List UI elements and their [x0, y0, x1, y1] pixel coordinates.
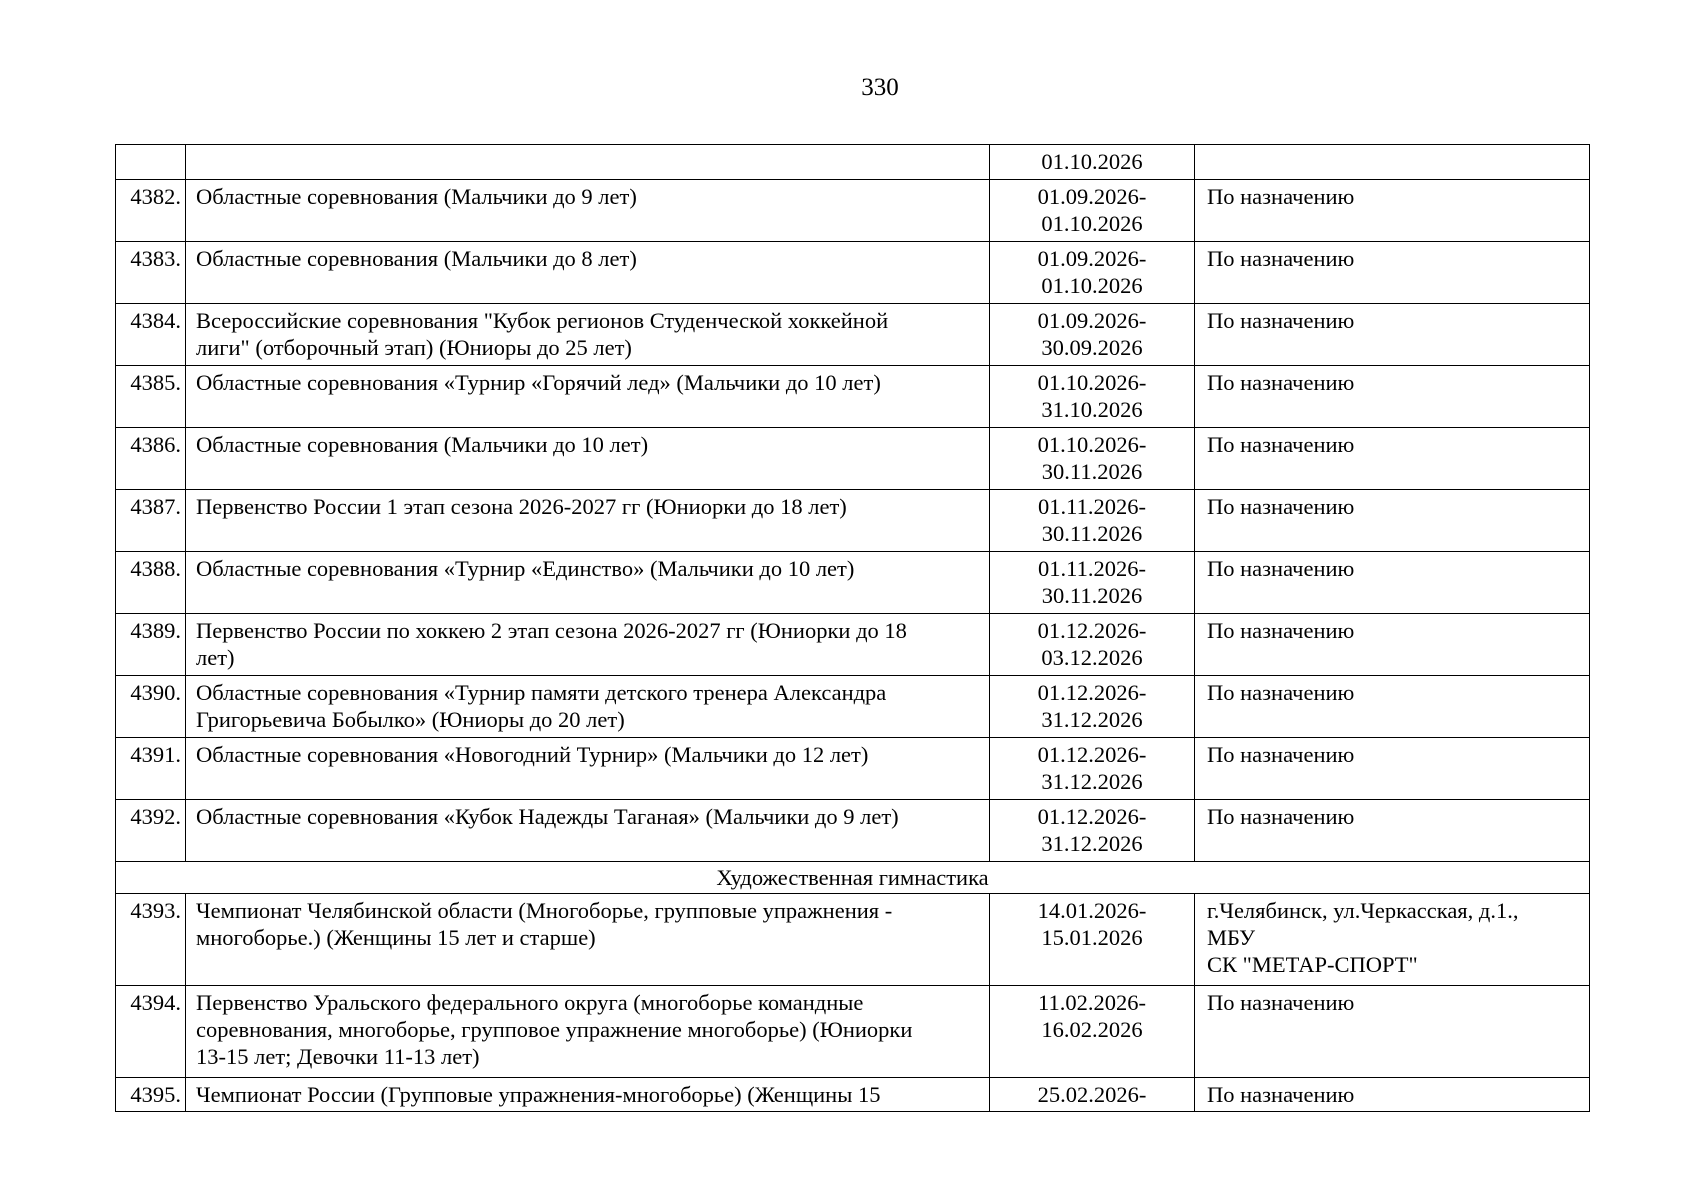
date-start: 01.12.2026- [1037, 618, 1147, 643]
date-end: 31.10.2026 [1041, 397, 1143, 422]
row-number: 4392. [116, 800, 186, 862]
date-end: 31.12.2026 [1041, 707, 1143, 732]
table-row [116, 304, 1590, 366]
date-end: 30.11.2026 [1041, 459, 1143, 484]
date-start: 14.01.2026- [1037, 898, 1147, 923]
table-row [116, 614, 1590, 676]
event-place-line: МБУ [1207, 925, 1256, 950]
event-name [186, 614, 990, 676]
event-place: По назначению [1195, 428, 1590, 490]
event-name-line: Первенство России по хоккею 2 этап сезона 2026-2027 гг (Юниорки до 18 [196, 618, 907, 643]
event-name [186, 894, 990, 986]
event-place: По назначению [1195, 676, 1590, 738]
date-cell [990, 242, 1195, 304]
event-place: По назначению [1195, 242, 1590, 304]
date-end: 16.02.2026 [1041, 1017, 1143, 1042]
date-cell [990, 366, 1195, 428]
row-number: 4391. [116, 738, 186, 800]
event-name: Областные соревнования «Новогодний Турнир» (Мальчики до 12 лет) [186, 738, 990, 800]
date-end: 01.10.2026 [1041, 273, 1143, 298]
date-start: 01.10.2026- [1037, 370, 1147, 395]
table-row [116, 242, 1590, 304]
row-number: 4385. [116, 366, 186, 428]
date-cell [990, 145, 1195, 180]
event-name-line: Чемпионат Челябинской области (Многоборье, групповые упражнения - [196, 898, 893, 923]
event-place: По назначению [1195, 986, 1590, 1078]
event-name: Областные соревнования «Турнир «Горячий лед» (Мальчики до 10 лет) [186, 366, 990, 428]
event-place [1195, 894, 1590, 986]
event-place: По назначению [1195, 800, 1590, 862]
table-row [116, 800, 1590, 862]
section-header-row [116, 862, 1590, 894]
date-start: 01.12.2026- [1037, 742, 1147, 767]
row-number: 4384. [116, 304, 186, 366]
date-start: 01.09.2026- [1037, 308, 1147, 333]
table-row [116, 366, 1590, 428]
date-end: 31.12.2026 [1041, 769, 1143, 794]
date-end: 30.11.2026 [1041, 583, 1143, 608]
date-cell [990, 180, 1195, 242]
table-row [116, 490, 1590, 552]
table-row [116, 180, 1590, 242]
date-end: 03.12.2026 [1041, 645, 1143, 670]
date-cell [990, 800, 1195, 862]
date-cell [990, 894, 1195, 986]
event-place: По назначению [1195, 180, 1590, 242]
event-place: По назначению [1195, 1078, 1590, 1112]
date-end: 30.09.2026 [1041, 335, 1143, 360]
section-title: Художественная гимнастика [116, 862, 1590, 894]
event-place-line: СК "МЕТАР-СПОРТ" [1207, 952, 1418, 977]
event-place-line: г.Челябинск, ул.Черкасская, д.1., [1207, 898, 1519, 923]
event-name: Областные соревнования (Мальчики до 8 лет) [186, 242, 990, 304]
event-name-line: соревнования, многоборье, групповое упражнение многоборье) (Юниорки [196, 1017, 913, 1042]
event-place: По назначению [1195, 552, 1590, 614]
date-start: 01.09.2026- [1037, 184, 1147, 209]
date-start: 01.11.2026- [1038, 556, 1146, 581]
date-cell [990, 1078, 1195, 1112]
row-number: 4389. [116, 614, 186, 676]
date-cell [990, 986, 1195, 1078]
event-name-line: лет) [196, 645, 235, 670]
row-number: 4382. [116, 180, 186, 242]
date-cell [990, 552, 1195, 614]
date-cell [990, 738, 1195, 800]
event-place: По назначению [1195, 614, 1590, 676]
table-row [116, 676, 1590, 738]
event-name-line: Первенство Уральского федерального округа (многоборье командные [196, 990, 864, 1015]
table-row [116, 428, 1590, 490]
event-name-cell [186, 145, 990, 180]
table-row [116, 986, 1590, 1078]
event-place: По назначению [1195, 304, 1590, 366]
event-name: Чемпионат России (Групповые упражнения-многоборье) (Женщины 15 [186, 1078, 990, 1112]
table-row [116, 738, 1590, 800]
event-name: Областные соревнования (Мальчики до 10 лет) [186, 428, 990, 490]
page-number: 330 [861, 74, 899, 101]
row-number: 4394. [116, 986, 186, 1078]
date-cell [990, 304, 1195, 366]
date-end: 30.11.2026 [1041, 521, 1143, 546]
date-end: 01.10.2026 [1041, 211, 1143, 236]
row-number: 4383. [116, 242, 186, 304]
row-number: 4390. [116, 676, 186, 738]
event-name: Первенство России 1 этап сезона 2026-2027 гг (Юниорки до 18 лет) [186, 490, 990, 552]
event-name-line: Областные соревнования «Турнир памяти детского тренера Александра [196, 680, 887, 705]
event-name-line: Григорьевича Бобылко» (Юниоры до 20 лет) [196, 707, 625, 732]
event-name [186, 986, 990, 1078]
events-table [115, 144, 1590, 1112]
event-name [186, 304, 990, 366]
date-cell [990, 614, 1195, 676]
row-number: 4387. [116, 490, 186, 552]
date-cell [990, 490, 1195, 552]
row-number: 4388. [116, 552, 186, 614]
date-cell [990, 428, 1195, 490]
table-row [116, 552, 1590, 614]
event-name: Областные соревнования «Турнир «Единство» (Мальчики до 10 лет) [186, 552, 990, 614]
date-start: 01.11.2026- [1038, 494, 1146, 519]
row-number: 4395. [116, 1078, 186, 1112]
place-cell [1195, 145, 1590, 180]
event-place: По назначению [1195, 366, 1590, 428]
date-cell [990, 676, 1195, 738]
event-name-line: Всероссийские соревнования "Кубок регионов Студенческой хоккейной [196, 308, 889, 333]
date-end: 01.10.2026 [1041, 149, 1143, 174]
event-name: Областные соревнования (Мальчики до 9 лет) [186, 180, 990, 242]
table-row [116, 1078, 1590, 1112]
row-number: 4393. [116, 894, 186, 986]
date-end: 31.12.2026 [1041, 831, 1143, 856]
date-start: 01.10.2026- [1037, 432, 1147, 457]
event-name-line: 13-15 лет; Девочки 11-13 лет) [196, 1044, 480, 1069]
event-name-line: многоборье.) (Женщины 15 лет и старше) [196, 925, 596, 950]
date-start: 25.02.2026- [1037, 1082, 1147, 1107]
event-place: По назначению [1195, 738, 1590, 800]
date-start: 01.09.2026- [1037, 246, 1147, 271]
event-name-line: лиги" (отборочный этап) (Юниоры до 25 лет) [196, 335, 632, 360]
table-row [116, 894, 1590, 986]
event-name [186, 676, 990, 738]
date-end: 15.01.2026 [1041, 925, 1143, 950]
event-name: Областные соревнования «Кубок Надежды Таганая» (Мальчики до 9 лет) [186, 800, 990, 862]
date-start: 01.12.2026- [1037, 680, 1147, 705]
row-number: 4386. [116, 428, 186, 490]
event-place: По назначению [1195, 490, 1590, 552]
table-row-continuation [116, 145, 1590, 180]
row-number-cell [116, 145, 186, 180]
date-start: 01.12.2026- [1037, 804, 1147, 829]
date-start: 11.02.2026- [1038, 990, 1146, 1015]
